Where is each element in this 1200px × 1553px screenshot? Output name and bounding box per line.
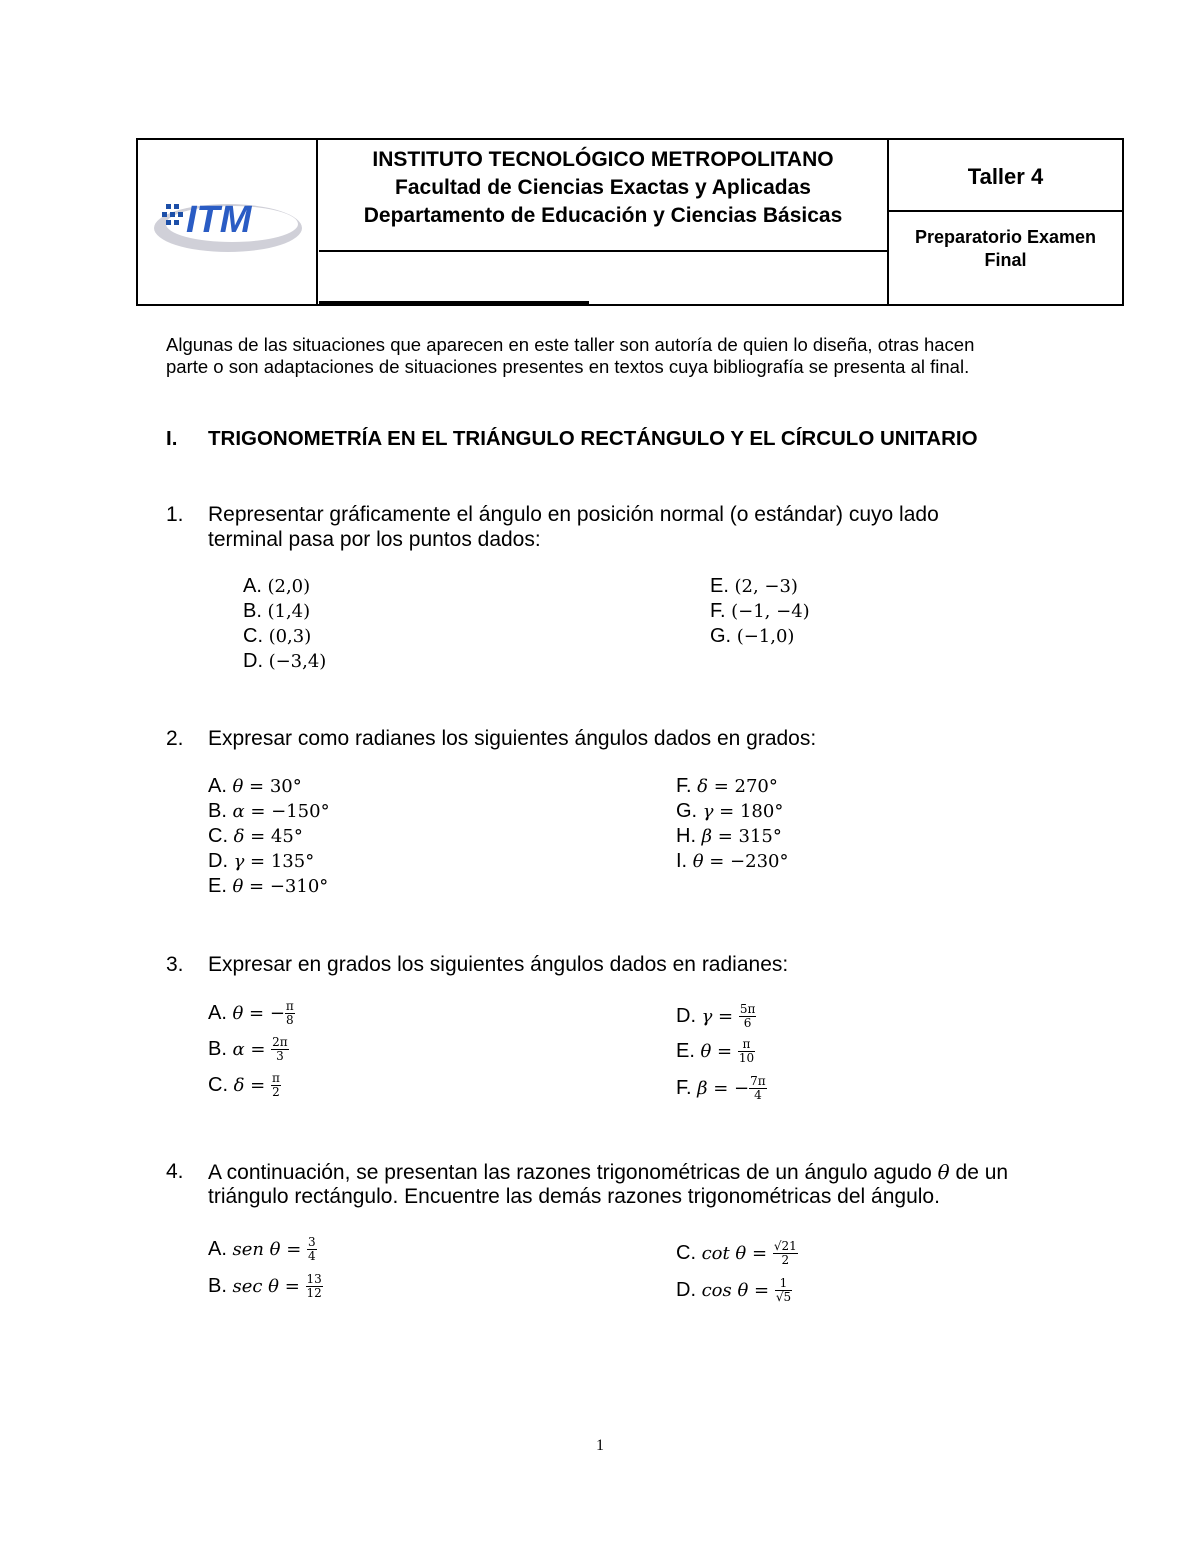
q1-line-1: Representar gráficamente el ángulo en posición normal (o estándar) cuyo lado <box>208 503 939 526</box>
section-title: TRIGONOMETRÍA EN EL TRIÁNGULO RECTÁNGULO Y EL CÍRCULO UNITARIO <box>208 427 978 450</box>
q2-option: A. θ = 30° <box>208 775 302 797</box>
q2-option: H. β = 315° <box>676 825 782 847</box>
q2-option: E. θ = −310° <box>208 875 329 897</box>
header-bar <box>319 301 589 304</box>
logo-cell <box>138 140 318 304</box>
fraction: $\frac{2\pi}{3}$ <box>272 1035 288 1063</box>
workshop-title: Taller 4 <box>967 164 1044 189</box>
fraction: $\frac{7\pi}{4}$ <box>750 1074 766 1102</box>
q2-option: B. α = −150° <box>208 800 330 822</box>
department-name: Departamento de Educación y Ciencias Básicas <box>363 204 843 227</box>
fraction: $\frac{\pi}{2}$ <box>271 1071 280 1099</box>
q1-option: E. (2, −3) <box>710 575 798 597</box>
q4-option: D. cos θ = $\frac{1}{√5}$ <box>676 1276 792 1304</box>
workshop-divider <box>889 210 1124 212</box>
q1-option: C. (0,3) <box>243 625 312 647</box>
q2-option: F. δ = 270° <box>676 775 778 797</box>
fraction: $\frac{13}{12}$ <box>306 1272 322 1300</box>
intro-line-2: parte o son adaptaciones de situaciones presentes en textos cuya bibliografía se presenta al final. <box>166 356 970 377</box>
q1-option: A. (2,0) <box>243 575 311 597</box>
q2-option: G. γ = 180° <box>676 800 784 822</box>
q3-option: E. θ = $\frac{\pi}{10}$ <box>676 1037 755 1065</box>
svg-text:ITM: ITM <box>186 199 252 241</box>
fraction: $\frac{\pi}{10}$ <box>738 1037 755 1065</box>
fraction: $\frac{\pi}{8}$ <box>285 999 294 1027</box>
q3-number: 3. <box>166 953 184 976</box>
q1-option: B. (1,4) <box>243 600 311 622</box>
fraction: $\frac{√21}{2}$ <box>773 1239 797 1267</box>
q1-line-2: terminal pasa por los puntos dados: <box>208 528 541 551</box>
section-number: I. <box>166 427 178 450</box>
q4-option: C. cot θ = $\frac{√21}{2}$ <box>676 1239 797 1267</box>
q3-option: C. δ = $\frac{\pi}{2}$ <box>208 1071 280 1099</box>
q2-text: Expresar como radianes los siguientes ángulos dados en grados: <box>208 727 817 750</box>
q2-option: C. δ = 45° <box>208 825 303 847</box>
fraction: $\frac{1}{√5}$ <box>775 1276 792 1304</box>
q3-option: F. β = − $\frac{7\pi}{4}$ <box>676 1074 766 1102</box>
fraction: $\frac{3}{4}$ <box>308 1235 316 1263</box>
institution-name: INSTITUTO TECNOLÓGICO METROPOLITANO <box>372 148 834 171</box>
q4-option: A. sen θ = $\frac{3}{4}$ <box>208 1235 316 1263</box>
q4-option: B. sec θ = $\frac{13}{12}$ <box>208 1272 322 1300</box>
q3-option: D. γ = $\frac{5\pi}{6}$ <box>676 1002 756 1030</box>
itm-logo <box>146 180 306 260</box>
faculty-name: Facultad de Ciencias Exactas y Aplicadas <box>395 176 811 199</box>
intro-line-1: Algunas de las situaciones que aparecen en este taller son autoría de quien lo diseña, otras hacen <box>166 334 975 355</box>
workshop-subtitle-1: Preparatorio Examen <box>914 227 1097 247</box>
q2-option: D. γ = 135° <box>208 850 315 872</box>
page-number: 1 <box>596 1437 604 1454</box>
fraction: $\frac{5\pi}{6}$ <box>739 1002 756 1030</box>
q4-line-1: A continuación, se presentan las razones trigonométricas de un ángulo agudo θ de un <box>208 1160 1009 1184</box>
q1-option: G. (−1,0) <box>710 625 795 647</box>
q3-option: B. α = $\frac{2\pi}{3}$ <box>208 1035 288 1063</box>
q2-number: 2. <box>166 727 184 750</box>
q4-line-2: triángulo rectángulo. Encuentre las demás razones trigonométricas del ángulo. <box>208 1185 940 1208</box>
header-divider <box>319 250 887 252</box>
q1-number: 1. <box>166 503 184 526</box>
q1-option: D. (−3,4) <box>243 650 327 672</box>
workshop-subtitle-2: Final <box>984 250 1027 270</box>
header-table <box>136 138 1124 306</box>
q3-text: Expresar en grados los siguientes ángulos dados en radianes: <box>208 953 789 976</box>
q1-option: F. (−1, −4) <box>710 600 810 622</box>
q3-option: A. θ = − $\frac{\pi}{8}$ <box>208 999 294 1027</box>
q2-option: I. θ = −230° <box>676 850 789 872</box>
q4-number: 4. <box>166 1160 184 1183</box>
